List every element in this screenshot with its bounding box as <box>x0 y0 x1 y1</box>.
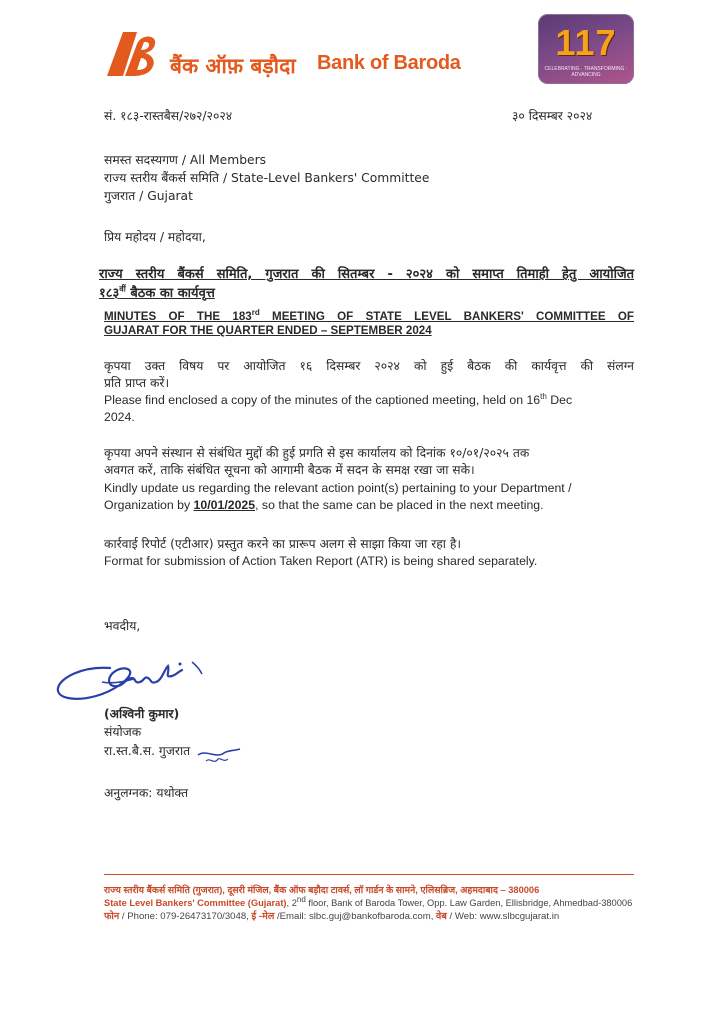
subject-english-line-1-post: MEETING OF STATE LEVEL BANKERS' COMMITTEE OF <box>259 310 634 323</box>
para-2-english-line-1: Kindly update us regarding the relevant action point(s) pertaining to your Department / <box>104 481 572 495</box>
anniversary-number: 117 <box>555 22 617 63</box>
footer-address-post: floor, Bank of Baroda Tower, Opp. Law Garden, Ellisbridge, Ahmedbad-380006 <box>305 898 633 908</box>
para-1-english-pre: Please find enclosed a copy of the minutes of the captioned meeting, held on 16 <box>104 393 541 407</box>
footer-address-hindi: राज्य स्तरीय बैंकर्स समिति (गुजरात), दूसरी मंजिल, बैंक ऑफ बड़ौदा टावर्स, लॉ गार्डन के सामने, एलिसब्रिज, अहमदाबाद – 380006 <box>104 885 540 895</box>
subject-hindi-line-2 <box>99 284 634 303</box>
para-1-english-line-2: 2024. <box>104 410 135 424</box>
addressee-line-1: समस्त सदस्यगण / All Members <box>104 153 267 167</box>
footer-email-label-hindi: ई -मेल <box>251 911 275 922</box>
footer-web[interactable]: / Web: www.slbcgujarat.in <box>446 911 560 922</box>
subject-hindi-line-2-text: बैठक का कार्यवृत्त <box>125 286 215 301</box>
para-3-english: Format for submission of Action Taken Report (ATR) is being shared separately. <box>104 554 538 568</box>
salutation: प्रिय महोदय / महोदया, <box>104 230 206 244</box>
footer-phone[interactable]: / Phone: 079-26473170/3048, <box>119 911 252 922</box>
para-2-update-date: 10/01/2025 <box>193 498 256 512</box>
footer-contact <box>104 911 559 923</box>
footer-phone-label-hindi: फोन <box>104 911 120 922</box>
subject-meeting-number: १८३ <box>99 286 120 301</box>
subject-meeting-suffix: वीं <box>119 284 126 294</box>
para-1-english-line-1 <box>104 392 572 408</box>
footer-divider <box>104 874 634 875</box>
signatory-name: (अश्विनी कुमार) <box>104 707 180 721</box>
valediction: भवदीय, <box>104 619 141 633</box>
subject-hindi-line-1: राज्य स्तरीय बैंकर्स समिति, गुजरात की सितम्बर - २०२४ को समाप्त तिमाही हेतु आयोजित <box>99 267 634 282</box>
footer-email[interactable]: /Email: slbc.guj@bankofbaroda.com, <box>274 911 437 922</box>
reference-number: सं. १८३-रास्तबैस/२७२/२०२४ <box>104 109 233 123</box>
subject-english <box>104 310 634 338</box>
anniversary-badge <box>538 14 634 84</box>
addressee-line-3: गुजरात / Gujarat <box>104 189 193 203</box>
signatory-office: रा.स्त.बै.स. गुजरात <box>104 744 191 758</box>
signatory-designation: संयोजक <box>104 725 142 739</box>
footer-committee-name: State Level Bankers' Committee (Gujarat) <box>104 898 287 908</box>
para-2-english-post: , so that the same can be placed in the next meeting. <box>255 498 544 512</box>
signature-image <box>52 648 222 708</box>
para-1-hindi-line-1: कृपया उक्त विषय पर आयोजित १६ दिसम्बर २०२४ को हुई बैठक की कार्यवृत्त की संलग्न <box>104 359 634 373</box>
para-2-hindi-line-2: अवगत करें, ताकि संबंधित सूचना को आगामी बैठक में सदन के समक्ष रखा जा सके। <box>104 463 475 477</box>
para-2-english-line-2 <box>104 497 544 513</box>
para-2-hindi-line-1: कृपया अपने संस्थान से संबंधित मुद्दों की हुई प्रगति से इस कार्यालय को दिनांक १०/०१/२०२५ तक <box>104 446 530 460</box>
para-1-hindi-line-2: प्रति प्राप्त करें। <box>104 376 170 390</box>
subject-english-line-1-pre: MINUTES OF THE 183 <box>104 310 252 323</box>
subject-hindi <box>99 265 634 303</box>
footer-address-pre: , 2 <box>286 898 297 908</box>
para-2-english-pre: Organization by <box>104 498 194 512</box>
initial-mark-image <box>196 745 242 767</box>
para-1-english-post: Dec <box>546 393 573 407</box>
enclosure-note: अनुलग्नक: यथोक्त <box>104 786 189 800</box>
bank-of-baroda-logo-icon <box>103 28 159 80</box>
subject-english-line-1-sup: rd <box>251 308 260 318</box>
addressee-line-2: राज्य स्तरीय बैंकर्स समिति / State-Level Bankers' Committee <box>104 171 430 185</box>
subject-english-line-1 <box>104 310 634 324</box>
para-1-english-sup: th <box>540 391 547 401</box>
anniversary-caption: CELEBRATING · TRANSFORMING · ADVANCING <box>544 66 628 78</box>
footer-web-label-hindi: वेब <box>436 911 447 922</box>
footer-address-sup: nd <box>296 894 306 904</box>
bank-name-hindi: बैंक ऑफ़ बड़ौदा <box>170 54 296 78</box>
footer-address-english <box>104 894 633 909</box>
para-3-hindi: कार्रवाई रिपोर्ट (एटीआर) प्रस्तुत करने का प्रारूप अलग से साझा किया जा रहा है। <box>104 537 462 551</box>
bank-name-english: Bank of Baroda <box>317 52 461 74</box>
letter-date: ३० दिसम्बर २०२४ <box>512 109 593 123</box>
subject-english-line-2: GUJARAT FOR THE QUARTER ENDED – SEPTEMBER 2024 <box>104 324 432 337</box>
